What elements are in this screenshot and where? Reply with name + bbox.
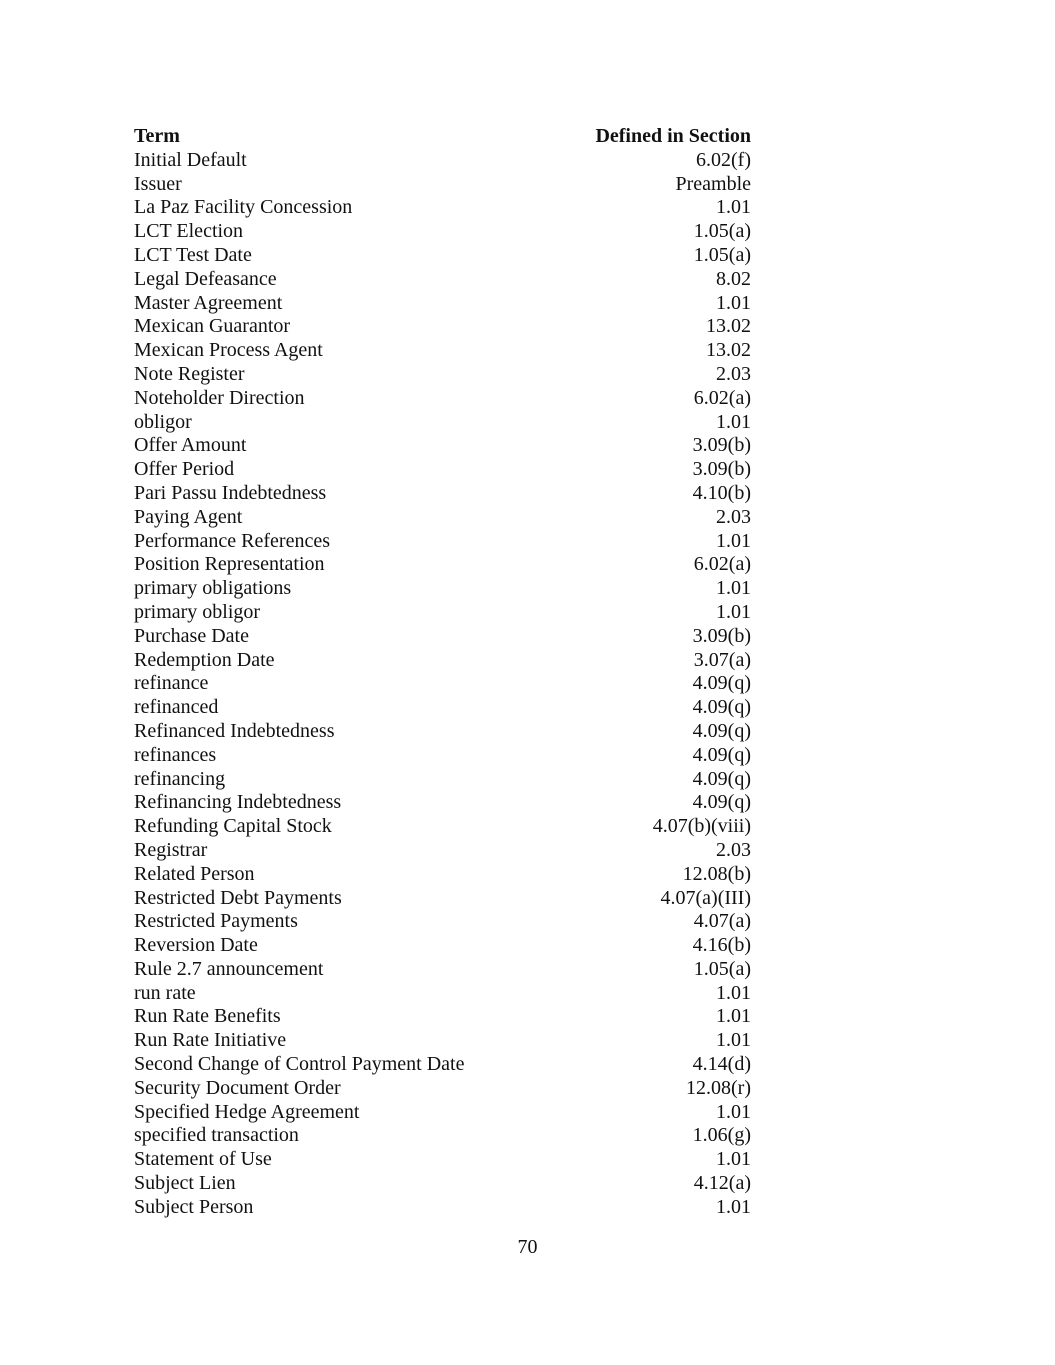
table-header-row	[134, 125, 751, 149]
section-cell: 2.03	[716, 362, 751, 385]
section-cell: 6.02(a)	[693, 386, 751, 409]
term-cell: Subject Lien	[134, 1172, 236, 1195]
section-cell: 4.10(b)	[692, 481, 751, 504]
term-cell: Position Representation	[134, 553, 325, 576]
section-cell: 13.02	[706, 315, 751, 338]
table-row	[134, 1005, 751, 1029]
table-row	[134, 173, 751, 197]
table-row	[134, 887, 751, 911]
term-cell: Initial Default	[134, 148, 247, 171]
term-cell: Restricted Payments	[134, 910, 298, 933]
section-cell: 4.09(q)	[692, 743, 751, 766]
term-cell: Security Document Order	[134, 1076, 341, 1099]
section-cell: 6.02(a)	[693, 553, 751, 576]
section-cell: 1.01	[716, 410, 751, 433]
term-cell: LCT Election	[134, 220, 244, 243]
term-cell: Restricted Debt Payments	[134, 886, 342, 909]
section-cell: 1.05(a)	[693, 957, 751, 980]
section-cell: 4.14(d)	[692, 1053, 751, 1076]
term-cell: Refunding Capital Stock	[134, 815, 332, 838]
section-cell: 4.09(q)	[692, 767, 751, 790]
term-cell: Run Rate Initiative	[134, 1029, 287, 1052]
table-row	[134, 482, 751, 506]
table-row	[134, 1172, 751, 1196]
section-cell: 3.09(b)	[692, 624, 751, 647]
term-cell: run rate	[134, 981, 196, 1004]
term-cell: refinancing	[134, 767, 226, 790]
section-cell: 1.06(g)	[692, 1124, 751, 1147]
table-row	[134, 625, 751, 649]
term-cell: Offer Amount	[134, 434, 247, 457]
section-cell: 4.09(q)	[692, 791, 751, 814]
defined-terms-table	[134, 125, 751, 1220]
term-cell: Paying Agent	[134, 505, 243, 528]
table-row	[134, 1196, 751, 1220]
table-row	[134, 910, 751, 934]
term-cell: Master Agreement	[134, 291, 283, 314]
table-row	[134, 411, 751, 435]
table-row	[134, 1053, 751, 1077]
term-cell: Registrar	[134, 838, 208, 861]
section-cell: 2.03	[716, 505, 751, 528]
term-cell: Refinancing Indebtedness	[134, 791, 342, 814]
section-cell: 4.09(q)	[692, 719, 751, 742]
table-row	[134, 958, 751, 982]
section-cell: 4.07(a)(III)	[660, 886, 751, 909]
table-row	[134, 1148, 751, 1172]
table-row	[134, 1101, 751, 1125]
section-cell: 3.09(b)	[692, 458, 751, 481]
section-cell: 1.01	[716, 600, 751, 623]
table-row	[134, 839, 751, 863]
term-cell: refinanced	[134, 696, 219, 719]
table-row	[134, 196, 751, 220]
section-cell: 1.01	[716, 1148, 751, 1171]
table-row	[134, 387, 751, 411]
term-cell: Pari Passu Indebtedness	[134, 481, 327, 504]
table-row	[134, 458, 751, 482]
page-number: 70	[517, 1236, 538, 1258]
term-cell: Specified Hedge Agreement	[134, 1100, 360, 1123]
term-cell: Run Rate Benefits	[134, 1005, 281, 1028]
section-cell: 1.01	[716, 1195, 751, 1218]
section-cell: 12.08(r)	[686, 1076, 751, 1099]
section-cell: 2.03	[716, 838, 751, 861]
table-row	[134, 934, 751, 958]
term-cell: obligor	[134, 410, 192, 433]
table-row	[134, 315, 751, 339]
term-cell: Rule 2.7 announcement	[134, 957, 324, 980]
section-cell: 4.07(b)(viii)	[652, 815, 751, 838]
table-row	[134, 363, 751, 387]
table-row	[134, 768, 751, 792]
header-defined-in-section: Defined in Section	[595, 125, 751, 147]
term-cell: Related Person	[134, 862, 255, 885]
table-row	[134, 815, 751, 839]
section-cell: 1.01	[716, 1100, 751, 1123]
term-cell: Mexican Process Agent	[134, 339, 323, 362]
section-cell: 3.07(a)	[693, 648, 751, 671]
table-row	[134, 506, 751, 530]
term-cell: Note Register	[134, 362, 245, 385]
term-cell: Statement of Use	[134, 1148, 272, 1171]
section-cell: 6.02(f)	[696, 148, 751, 171]
table-row	[134, 672, 751, 696]
section-cell: 1.05(a)	[693, 243, 751, 266]
section-cell: 4.16(b)	[692, 934, 751, 957]
term-cell: Issuer	[134, 172, 182, 195]
section-cell: 1.01	[716, 291, 751, 314]
table-row	[134, 149, 751, 173]
term-cell: Performance References	[134, 529, 330, 552]
term-cell: LCT Test Date	[134, 243, 252, 266]
section-cell: 1.05(a)	[693, 220, 751, 243]
section-cell: 1.01	[716, 1029, 751, 1052]
section-cell: 12.08(b)	[682, 862, 751, 885]
term-cell: Mexican Guarantor	[134, 315, 291, 338]
table-row	[134, 982, 751, 1006]
term-cell: primary obligations	[134, 577, 292, 600]
term-cell: refinance	[134, 672, 209, 695]
table-row	[134, 292, 751, 316]
section-cell: 1.01	[716, 1005, 751, 1028]
table-row	[134, 601, 751, 625]
table-row	[134, 863, 751, 887]
table-row	[134, 1077, 751, 1101]
term-cell: Redemption Date	[134, 648, 275, 671]
table-row	[134, 696, 751, 720]
section-cell: 4.12(a)	[693, 1172, 751, 1195]
section-cell: 1.01	[716, 196, 751, 219]
header-term: Term	[134, 125, 180, 147]
section-cell: 8.02	[716, 267, 751, 290]
term-cell: Subject Person	[134, 1195, 254, 1218]
table-row	[134, 1029, 751, 1053]
table-row	[134, 268, 751, 292]
term-cell: Legal Defeasance	[134, 267, 277, 290]
section-cell: 4.09(q)	[692, 672, 751, 695]
table-row	[134, 649, 751, 673]
term-cell: Noteholder Direction	[134, 386, 305, 409]
section-cell: 4.07(a)	[693, 910, 751, 933]
table-body	[134, 149, 751, 1220]
term-cell: refinances	[134, 743, 217, 766]
section-cell: 13.02	[706, 339, 751, 362]
section-cell: Preamble	[675, 172, 751, 195]
table-row	[134, 553, 751, 577]
term-cell: Second Change of Control Payment Date	[134, 1053, 465, 1076]
term-cell: Offer Period	[134, 458, 235, 481]
table-row	[134, 1124, 751, 1148]
section-cell: 4.09(q)	[692, 696, 751, 719]
term-cell: primary obligor	[134, 600, 261, 623]
section-cell: 1.01	[716, 577, 751, 600]
table-row	[134, 339, 751, 363]
table-row	[134, 720, 751, 744]
table-row	[134, 744, 751, 768]
section-cell: 1.01	[716, 529, 751, 552]
table-row	[134, 530, 751, 554]
table-row	[134, 244, 751, 268]
term-cell: Purchase Date	[134, 624, 249, 647]
table-row	[134, 220, 751, 244]
term-cell: Refinanced Indebtedness	[134, 719, 335, 742]
table-row	[134, 577, 751, 601]
section-cell: 1.01	[716, 981, 751, 1004]
term-cell: La Paz Facility Concession	[134, 196, 353, 219]
table-row	[134, 791, 751, 815]
table-row	[134, 434, 751, 458]
term-cell: Reversion Date	[134, 934, 258, 957]
term-cell: specified transaction	[134, 1124, 299, 1147]
section-cell: 3.09(b)	[692, 434, 751, 457]
